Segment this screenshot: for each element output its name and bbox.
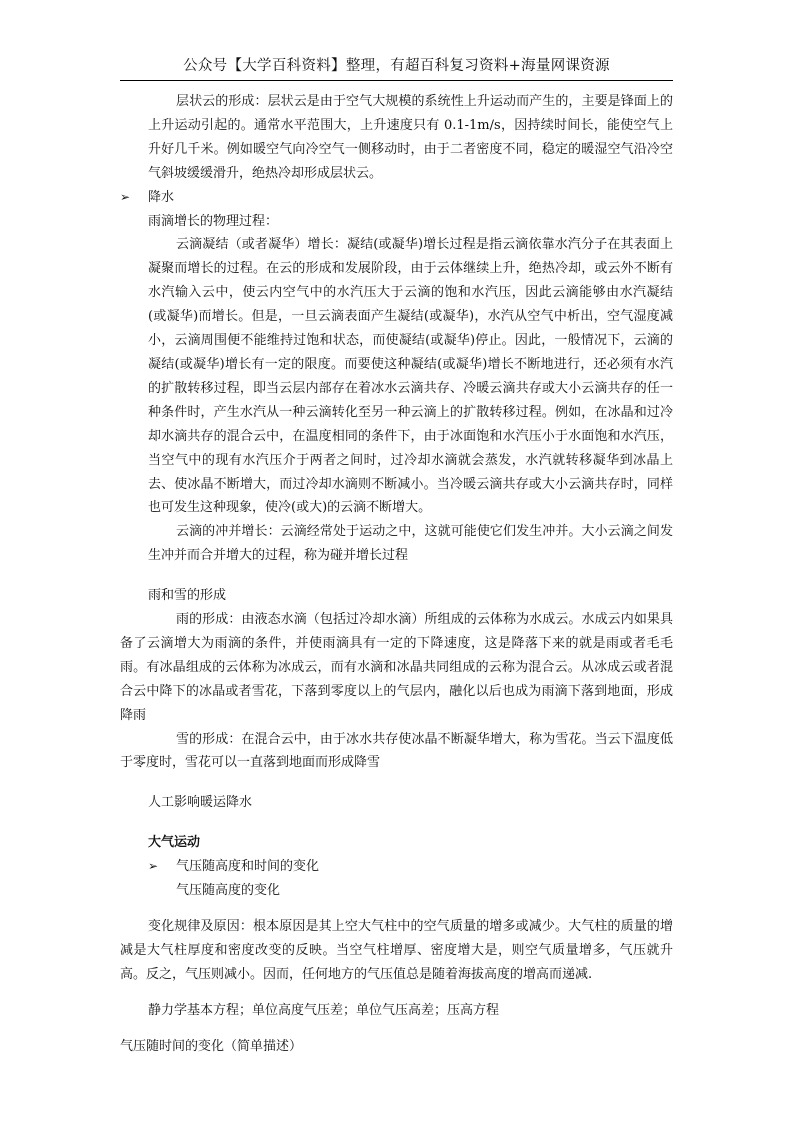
atmospheric-motion-title: 大气运动 [148,835,201,851]
document-body [120,90,673,1059]
arrow-bullet-icon: ➢ [148,859,159,874]
precipitation-section-heading [120,186,673,210]
header-divider [120,80,673,81]
raindrop-growth-heading: 雨滴增长的物理过程： [148,213,279,229]
rain-formation-paragraph: 雨的形成：由液态水滴（包括过冷却水滴）所组成的云体称为水成云。水成云内如果具备了云滴增大为雨滴的条件，并使雨滴具有一定的下降速度，这是降落下来的就是雨或者毛毛雨。有冰晶组成的云体称为冰成云，而有水滴和冰晶共同组成的云称为混合云。从冰成云或者混合云中降下的冰晶或者雪花，下落到零度以上的气层内，融化以后也成为雨滴下落到地面，形成降雨 [120,612,673,723]
rain-snow-heading: 雨和雪的形成 [148,588,227,604]
page-header: 公众号【大学百科资料】整理，有超百科复习资料+海量网课资源 [183,58,610,74]
pressure-time-heading: 气压随时间的变化（简单描述） [120,1038,303,1054]
condensation-growth-paragraph: 云滴凝结（或者凝华）增长：凝结(或凝华)增长过程是指云滴依靠水汽分子在其表面上凝聚而增长的过程。在云的形成和发展阶段，由于云体继续上升，绝热冷却，或云外不断有水汽输入云中，使云内空气中的水汽压大于云滴的饱和水汽压，因此云滴能够由水汽凝结(或凝华)而增长。但是，一旦云滴表面产生凝结(或凝华)，水汽从空气中析出，空气湿度减小，云滴周围便不能维持过饱和状态，而使凝结(或凝华)停止。因此，一般情况下，云滴的凝结(或凝华)增长有一定的限度。而要使这种凝结(或凝华)增长不断地进行，还必须有水汽的扩散转移过程，即当云层内部存在着冰水云滴共存、冷暖云滴共存或大小云滴共存的任一种条件时，产生水汽从一种云滴转化至另一种云滴上的扩散转移过程。例如，在冰晶和过冷却水滴共存的混合云中，在温度相同的条件下，由于冰面饱和水汽压小于水面饱和水汽压，当空气中的现有水汽压介于两者之间时，过冷却水滴就会蒸发，水汽就转移凝华到冰晶上去、使冰晶不断增大，而过冷却水滴则不断减小。当冷暖云滴共存或大小云滴共存时，同样也可发生这种现象，使冷(或大)的云滴不断增大。 [148,237,673,516]
variation-law-paragraph: 变化规律及原因：根本原因是其上空大气柱中的空气质量的增多或减少。大气柱的质量的增减是大气柱厚度和密度改变的反映。当空气柱增厚、密度增大是，则空气质量增多，气压就升高。反之，气压则减小。因而，任何地方的气压值总是随着海拔高度的增高而递减. [120,919,673,982]
precipitation-title: 降水 [148,189,175,205]
coalescence-growth-paragraph: 云滴的冲并增长：云滴经常处于运动之中，这就可能使它们发生冲并。大小云滴之间发生冲并而合并增大的过程，称为碰并增长过程 [148,524,673,564]
pressure-height-heading: 气压随高度的变化 [176,883,281,899]
pressure-variation-heading [120,855,673,879]
arrow-bullet-icon: ➢ [120,189,131,204]
artificial-precipitation-heading: 人工影响暖运降水 [148,795,253,811]
stratus-paragraph: 层状云的形成：层状云是由于空气大规模的系统性上升运动而产生的，主要是锋面上的上升运动引起的。通常水平范围大，上升速度只有 0.1-1m/s，因持续时间长，能使空气上升好几千米。例如暖空气向冷空气一侧移动时，由于二者密度不同，稳定的暖湿空气沿冷空气斜坡缓缓滑升，绝热冷却形成层状云。 [148,94,673,181]
equations-line: 静力学基本方程；单位高度气压差；单位气压高差；压高方程 [148,1002,500,1018]
pressure-variation-title: 气压随高度和时间的变化 [176,859,320,875]
snow-formation-paragraph: 雪的形成：在混合云中，由于冰水共存使冰晶不断凝华增大，称为雪花。当云下温度低于零度时，雪花可以一直落到地面而形成降雪 [120,731,673,771]
